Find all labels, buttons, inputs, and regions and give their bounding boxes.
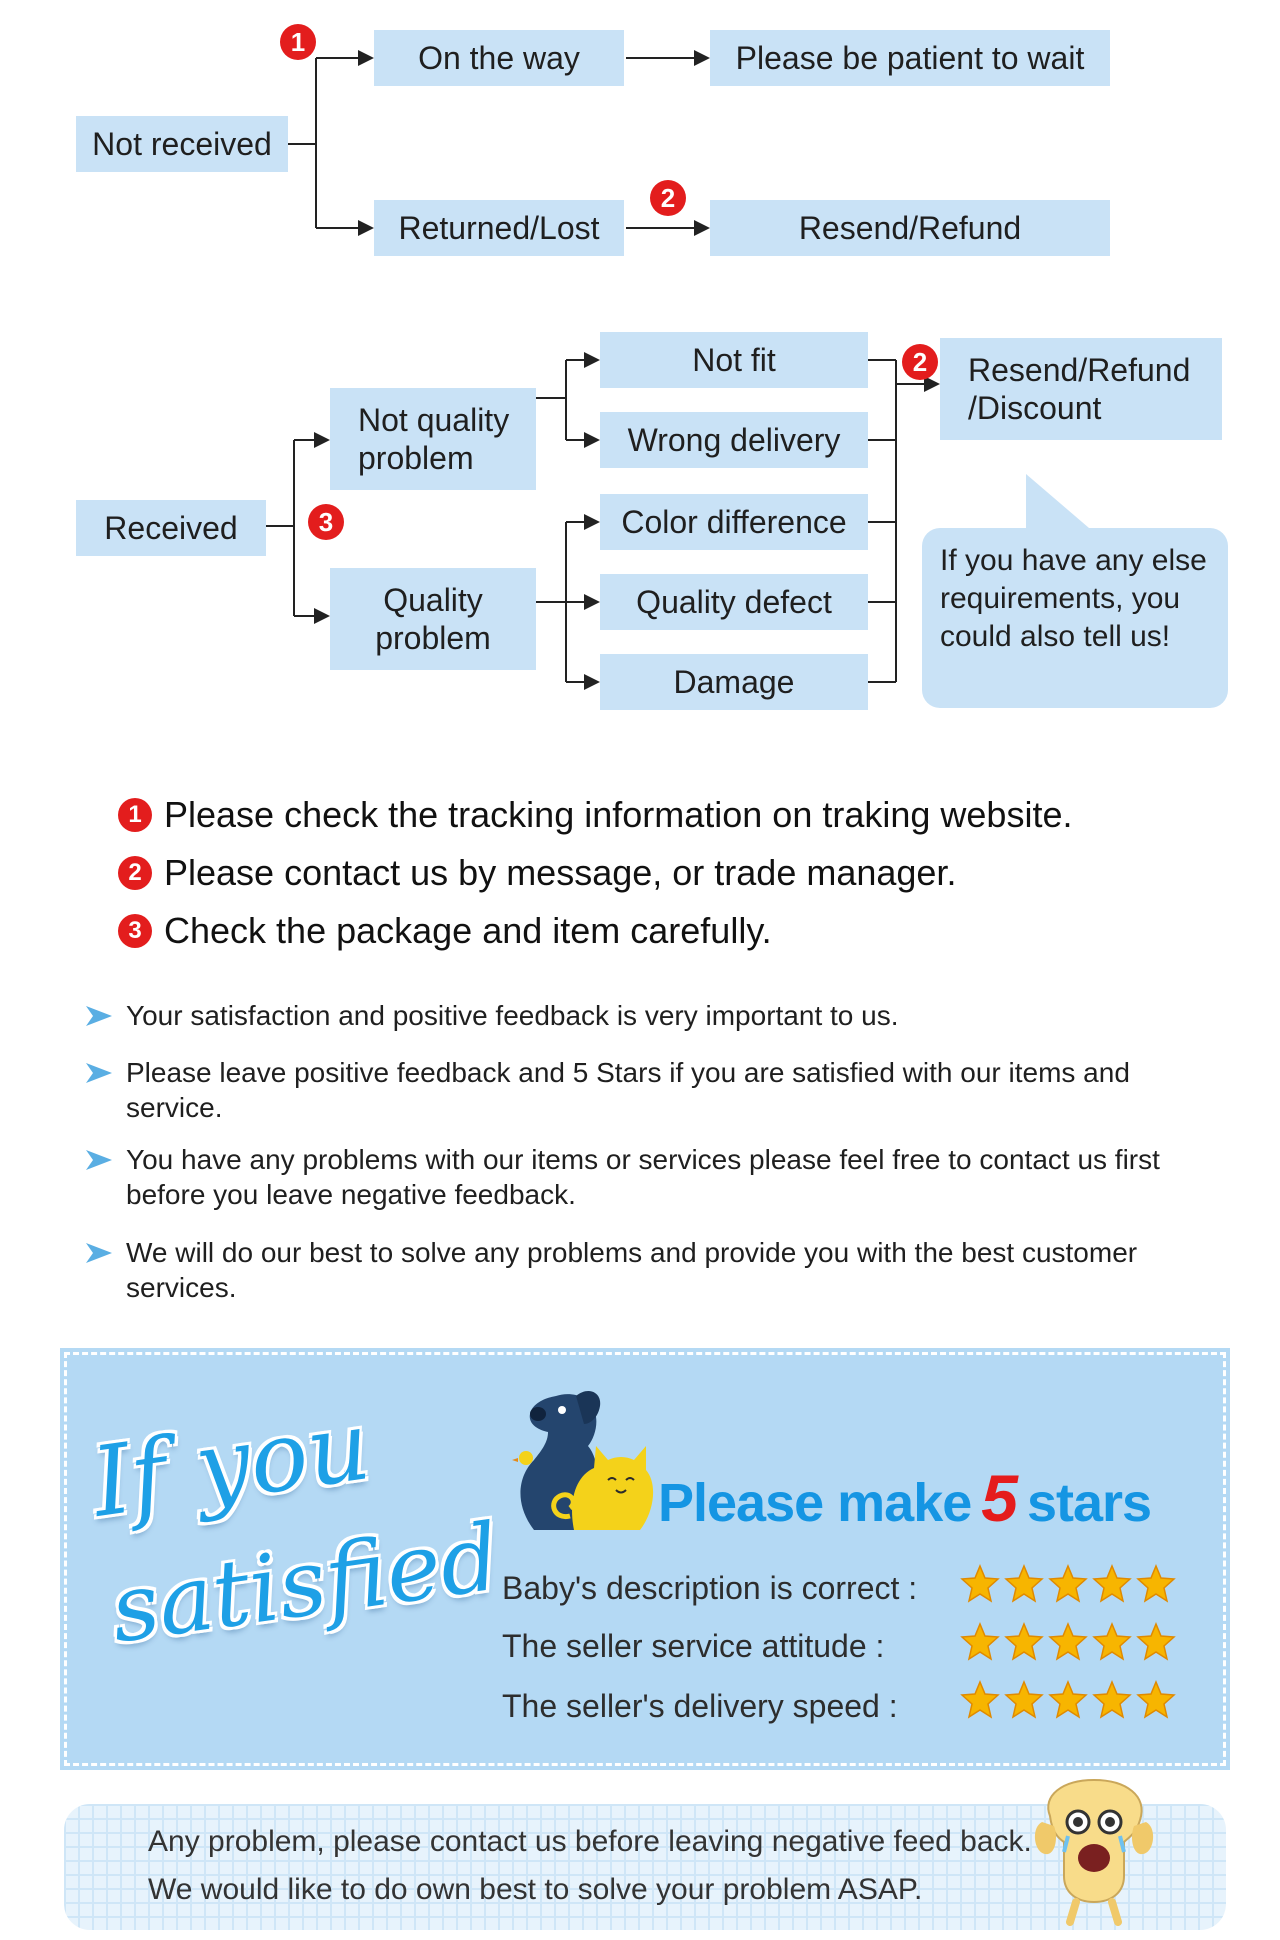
point-item: [84, 1235, 1204, 1305]
star-icon: [1048, 1564, 1088, 1604]
rating-stars-description: [960, 1564, 1176, 1604]
star-icon: [1048, 1622, 1088, 1662]
note-text: Please check the tracking information on traking website.: [164, 794, 1073, 835]
arrow-bullet-icon: [84, 1004, 114, 1028]
star-icon: [1092, 1680, 1132, 1720]
star-icon: [1004, 1680, 1044, 1720]
note-item: [118, 902, 1072, 960]
footer-contact-note: [64, 1804, 1226, 1930]
node-returned-lost: Returned/Lost: [374, 200, 624, 256]
star-icon: [1136, 1564, 1176, 1604]
make-number: 5: [981, 1461, 1017, 1535]
make-text-before: Please make: [658, 1473, 972, 1533]
arrow-bullet-icon: [84, 1061, 114, 1085]
point-text: You have any problems with our items or services please feel free to contact us first before you leave negative feedback.: [126, 1144, 1160, 1210]
star-icon: [1004, 1622, 1044, 1662]
script-if-you: If you: [85, 1389, 377, 1539]
rating-stars-delivery: [960, 1680, 1176, 1720]
star-icon: [1136, 1680, 1176, 1720]
script-satisfied: satisfied: [104, 1503, 506, 1664]
step-badge-2-received: 2: [902, 344, 938, 380]
node-not-received: Not received: [76, 116, 288, 172]
point-text: We will do our best to solve any problems and provide you with the best customer services.: [126, 1237, 1138, 1303]
point-text: Please leave positive feedback and 5 Stars if you are satisfied with our items and service.: [126, 1057, 1130, 1123]
speech-bubble-tail: [1026, 474, 1096, 534]
feedback-points: [84, 998, 1204, 1305]
star-icon: [960, 1680, 1000, 1720]
star-icon: [1048, 1680, 1088, 1720]
node-received: Received: [76, 500, 266, 556]
note-badge: 1: [118, 798, 152, 832]
node-resend-refund: Resend/Refund: [710, 200, 1110, 256]
arrow-bullet-icon: [84, 1148, 114, 1172]
node-on-the-way: On the way: [374, 30, 624, 86]
crying-dog-mascot-icon: [1032, 1776, 1156, 1926]
node-resend-refund-discount: Resend/Refund /Discount: [940, 338, 1222, 440]
rating-label-description: Baby's description is correct :: [502, 1570, 918, 1606]
star-icon: [960, 1564, 1000, 1604]
pet-logo-icon: [504, 1384, 656, 1532]
star-icon: [1136, 1622, 1176, 1662]
step-badge-3: 3: [308, 504, 344, 540]
footer-text: Any problem, please contact us before leaving negative feed back. We would like to do own best to solve your problem ASAP.: [148, 1825, 1032, 1906]
numbered-notes: [118, 786, 1072, 960]
please-make-5-stars-heading: [658, 1460, 1151, 1536]
note-item: [118, 786, 1072, 844]
note-text: Please contact us by message, or trade manager.: [164, 852, 957, 893]
step-badge-1: 1: [280, 24, 316, 60]
point-item: [84, 1142, 1204, 1212]
point-text: Your satisfaction and positive feedback is very important to us.: [126, 1000, 899, 1031]
node-wrong-delivery: Wrong delivery: [600, 412, 868, 468]
arrow-bullet-icon: [84, 1241, 114, 1265]
note-badge: 2: [118, 856, 152, 890]
node-damage: Damage: [600, 654, 868, 710]
note-item: [118, 844, 1072, 902]
star-icon: [960, 1622, 1000, 1662]
point-item: [84, 1055, 1204, 1125]
node-color-difference: Color difference: [600, 494, 868, 550]
point-item: [84, 998, 1204, 1033]
node-not-quality-problem: Not quality problem: [330, 388, 536, 490]
star-icon: [1004, 1564, 1044, 1604]
rating-label-attitude: The seller service attitude :: [502, 1628, 885, 1664]
note-badge: 3: [118, 914, 152, 948]
step-badge-2: 2: [650, 180, 686, 216]
node-quality-defect: Quality defect: [600, 574, 868, 630]
node-not-fit: Not fit: [600, 332, 868, 388]
note-text: Check the package and item carefully.: [164, 910, 772, 951]
star-icon: [1092, 1622, 1132, 1662]
star-icon: [1092, 1564, 1132, 1604]
rating-label-delivery: The seller's delivery speed :: [502, 1688, 898, 1724]
make-text-after: stars: [1026, 1473, 1152, 1533]
speech-bubble-requirements: If you have any else requirements, you could also tell us!: [922, 528, 1228, 708]
node-quality-problem: Quality problem: [330, 568, 536, 670]
node-please-wait: Please be patient to wait: [710, 30, 1110, 86]
rating-stars-attitude: [960, 1622, 1176, 1662]
